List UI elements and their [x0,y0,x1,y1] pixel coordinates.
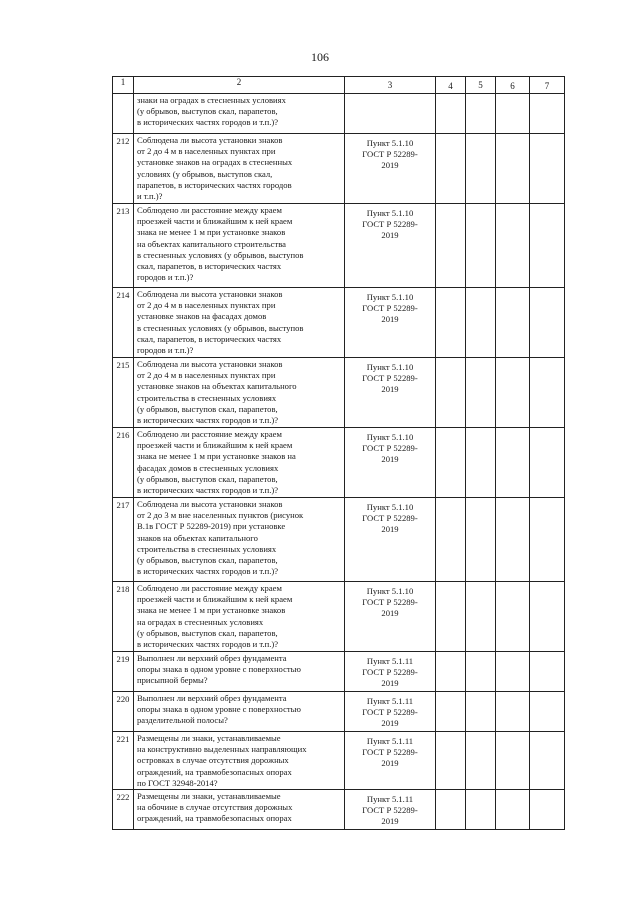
question-line: от 2 до 3 м вне населенных пунктов (рисунок [137,510,304,521]
reference-line: Пункт 5.1.11 [366,696,414,706]
empty-cell-col-5 [466,582,496,652]
question-line: в стесненных условиях (у обрывов, выступов [137,249,304,260]
checklist-table [112,76,565,830]
question-line: знака не менее 1 м при установке знаков [137,605,286,616]
reference-line: Пункт 5.1.11 [366,794,414,805]
row-number: 217 [113,498,134,582]
reference-line: ГОСТ Р 52289- [362,219,418,230]
question-line: на объектах капитального строительства [137,238,286,249]
empty-cell-col-5 [466,358,496,428]
reference-line: Пункт 5.1.11 [366,656,414,666]
table-row [113,582,565,652]
question-text [134,692,345,732]
normative-reference [345,498,436,582]
empty-cell-col-5 [466,288,496,358]
question-text [134,582,345,652]
reference-line: Пункт 5.1.10 [366,362,414,372]
table-row [113,498,565,582]
table-row [113,732,565,790]
empty-cell-col-4 [436,692,466,732]
empty-cell-col-5 [466,428,496,498]
reference-line: ГОСТ Р 52289- [362,443,418,454]
empty-cell-col-6 [496,94,530,134]
question-line: городов и т.п.)? [137,345,194,356]
question-line: проезжей части и ближайшим к ней краем [137,594,293,605]
reference-line: ГОСТ Р 52289- [362,303,418,314]
question-text [134,790,345,830]
question-line: знаки на оградах в стесненных условиях [137,95,286,105]
reference-line: ГОСТ Р 52289- [362,149,418,160]
question-line: знака не менее 1 м при установке знаков на [137,451,296,462]
empty-cell-col-4 [436,790,466,830]
normative-reference [345,204,436,288]
question-line: Соблюдена ли высота установки знаков [137,135,283,145]
question-line: установке знаков на объектах капитального [137,381,297,392]
question-text [134,288,345,358]
row-number [113,94,134,134]
question-line: в стесненных условиях (у обрывов, выступов [137,322,304,333]
question-line: Соблюдено ли расстояние между краем [137,583,282,593]
question-line: на конструктивно выделенных направляющих [137,744,307,755]
reference-line: Пункт 5.1.11 [366,736,414,746]
empty-cell-col-4 [436,358,466,428]
question-line: знаков на объектах капитального [137,532,258,543]
empty-cell-col-7 [530,692,565,732]
empty-cell-col-4 [436,428,466,498]
question-text [134,358,345,428]
empty-cell-col-4 [436,732,466,790]
row-number: 212 [113,134,134,204]
empty-cell-col-7 [530,358,565,428]
header-col-2: 2 [134,77,345,94]
reference-line: Пункт 5.1.10 [366,432,414,442]
question-line: опоры знака в одном уровне с поверхностью [137,664,301,675]
question-line: Соблюдена ли высота установки знаков [137,359,283,369]
normative-reference [345,358,436,428]
empty-cell-col-7 [530,288,565,358]
question-line: в исторических частях городов и т.п.)? [137,566,279,577]
empty-cell-col-6 [496,134,530,204]
question-line: установке знаков на оградах в стесненных [137,157,293,168]
question-line: условиях (у обрывов, выступов скал, [137,168,273,179]
row-number: 218 [113,582,134,652]
normative-reference [345,134,436,204]
question-line: проезжей части и ближайшим к ней краем [137,216,293,227]
row-number: 222 [113,790,134,830]
row-number: 214 [113,288,134,358]
question-line: в исторических частях городов и т.п.)? [137,639,279,650]
question-line: Размещены ли знаки, устанавливаемые [137,733,281,743]
reference-line: Пункт 5.1.10 [366,292,414,302]
question-line: скал, парапетов, в исторических частях [137,333,282,344]
empty-cell-col-7 [530,498,565,582]
empty-cell-col-7 [530,428,565,498]
normative-reference [345,288,436,358]
question-line: проезжей части и ближайшим к ней краем [137,440,293,451]
reference-line: ГОСТ Р 52289- [362,805,418,816]
question-line: на оградах в стесненных условиях [137,616,264,627]
empty-cell-col-7 [530,582,565,652]
question-line: в исторических частях городов и т.п.)? [137,415,279,426]
question-line: по ГОСТ 32948-2014? [137,777,218,788]
question-line: городов и т.п.)? [137,272,194,283]
question-line: Соблюдена ли высота установки знаков [137,499,283,509]
question-line: разделительной полосы? [137,715,228,726]
question-line: Соблюдено ли расстояние между краем [137,429,282,439]
empty-cell-col-6 [496,732,530,790]
reference-line: 2019 [381,314,399,325]
empty-cell-col-5 [466,652,496,692]
header-col-5: 5 [466,77,496,94]
empty-cell-col-4 [436,134,466,204]
header-col-4: 4 [436,77,466,94]
reference-line: 2019 [381,718,399,729]
question-text [134,652,345,692]
question-line: на обочине в случае отсутствия дорожных [137,802,293,813]
empty-cell-col-6 [496,358,530,428]
question-text [134,94,345,134]
question-line: Соблюдена ли высота установки знаков [137,289,283,299]
question-line: (у обрывов, выступов скал, парапетов, [137,627,278,638]
header-row [113,77,565,94]
table-row [113,692,565,732]
reference-line: ГОСТ Р 52289- [362,597,418,608]
normative-reference [345,582,436,652]
empty-cell-col-7 [530,134,565,204]
question-text [134,732,345,790]
normative-reference [345,94,436,134]
empty-cell-col-4 [436,94,466,134]
question-line: Выполнен ли верхний обрез фундамента [137,693,287,703]
empty-cell-col-5 [466,204,496,288]
row-number: 220 [113,692,134,732]
empty-cell-col-7 [530,790,565,830]
empty-cell-col-4 [436,204,466,288]
question-line: присыпной бермы? [137,675,208,686]
question-line: фасадах домов в стесненных условиях [137,462,279,473]
reference-line: 2019 [381,816,399,827]
question-line: от 2 до 4 м в населенных пунктах при [137,370,276,381]
empty-cell-col-5 [466,498,496,582]
question-line: в исторических частях городов и т.п.)? [137,117,279,128]
empty-cell-col-6 [496,692,530,732]
reference-line: Пункт 5.1.10 [366,208,414,218]
reference-line: Пункт 5.1.10 [366,586,414,596]
table-row [113,428,565,498]
row-number: 215 [113,358,134,428]
header-col-6: 6 [496,77,530,94]
question-text [134,134,345,204]
reference-line: ГОСТ Р 52289- [362,667,418,678]
empty-cell-col-7 [530,652,565,692]
table-row [113,652,565,692]
reference-line: ГОСТ Р 52289- [362,707,418,718]
question-line: от 2 до 4 м в населенных пунктах при [137,146,276,157]
empty-cell-col-6 [496,652,530,692]
empty-cell-col-6 [496,790,530,830]
empty-cell-col-7 [530,204,565,288]
question-line: установке знаков на фасадах домов [137,311,267,322]
table-row [113,358,565,428]
table-row [113,134,565,204]
question-line: от 2 до 4 м в населенных пунктах при [137,300,276,311]
reference-line: 2019 [381,454,399,465]
question-line: строительства в стесненных условиях [137,392,277,403]
question-text [134,428,345,498]
reference-line: 2019 [381,678,399,689]
question-line: островках в случае отсутствия дорожных [137,755,289,766]
reference-line: Пункт 5.1.10 [366,502,414,512]
empty-cell-col-4 [436,582,466,652]
empty-cell-col-5 [466,134,496,204]
header-col-3: 3 [345,77,436,94]
normative-reference [345,692,436,732]
question-line: (у обрывов, выступов скал, парапетов, [137,106,278,117]
empty-cell-col-6 [496,582,530,652]
reference-line: 2019 [381,160,399,171]
question-text [134,204,345,288]
empty-cell-col-5 [466,790,496,830]
question-line: (у обрывов, выступов скал, парапетов, [137,473,278,484]
question-line: (у обрывов, выступов скал, парапетов, [137,403,278,414]
question-line: строительства в стесненных условиях [137,543,277,554]
reference-line: 2019 [381,608,399,619]
reference-line: ГОСТ Р 52289- [362,513,418,524]
question-line: В.1в ГОСТ Р 52289-2019) при установке [137,521,286,532]
header-col-7: 7 [530,77,565,94]
question-line: ограждений, на травмобезопасных опорах [137,766,292,777]
question-line: скал, парапетов, в исторических частях [137,261,282,272]
empty-cell-col-5 [466,732,496,790]
table-row [113,94,565,134]
empty-cell-col-4 [436,288,466,358]
question-text [134,498,345,582]
normative-reference [345,428,436,498]
empty-cell-col-6 [496,428,530,498]
table-row [113,790,565,830]
reference-line: 2019 [381,758,399,769]
empty-cell-col-5 [466,94,496,134]
question-line: и т.п.)? [137,191,163,202]
header-col-1: 1 [113,77,134,94]
question-line: знака не менее 1 м при установке знаков [137,227,286,238]
question-line: Соблюдено ли расстояние между краем [137,205,282,215]
question-line: Размещены ли знаки, устанавливаемые [137,791,281,802]
question-line: парапетов, в исторических частях городов [137,179,292,190]
row-number: 221 [113,732,134,790]
question-line: Выполнен ли верхний обрез фундамента [137,653,287,663]
normative-reference [345,790,436,830]
reference-line: 2019 [381,524,399,535]
reference-line: 2019 [381,384,399,395]
row-number: 216 [113,428,134,498]
row-number: 213 [113,204,134,288]
empty-cell-col-6 [496,288,530,358]
empty-cell-col-5 [466,692,496,732]
empty-cell-col-4 [436,652,466,692]
reference-line: ГОСТ Р 52289- [362,373,418,384]
empty-cell-col-6 [496,498,530,582]
normative-reference [345,652,436,692]
reference-line: Пункт 5.1.10 [366,138,414,148]
question-line: ограждений, на травмобезопасных опорах [137,813,292,824]
empty-cell-col-7 [530,94,565,134]
question-line: (у обрывов, выступов скал, парапетов, [137,555,278,566]
empty-cell-col-7 [530,732,565,790]
table-row [113,288,565,358]
empty-cell-col-6 [496,204,530,288]
empty-cell-col-4 [436,498,466,582]
question-line: опоры знака в одном уровне с поверхностью [137,704,301,715]
page-number: 106 [311,50,329,64]
question-line: в исторических частях городов и т.п.)? [137,485,279,496]
reference-line: 2019 [381,230,399,241]
row-number: 219 [113,652,134,692]
normative-reference [345,732,436,790]
reference-line: ГОСТ Р 52289- [362,747,418,758]
table-row [113,204,565,288]
